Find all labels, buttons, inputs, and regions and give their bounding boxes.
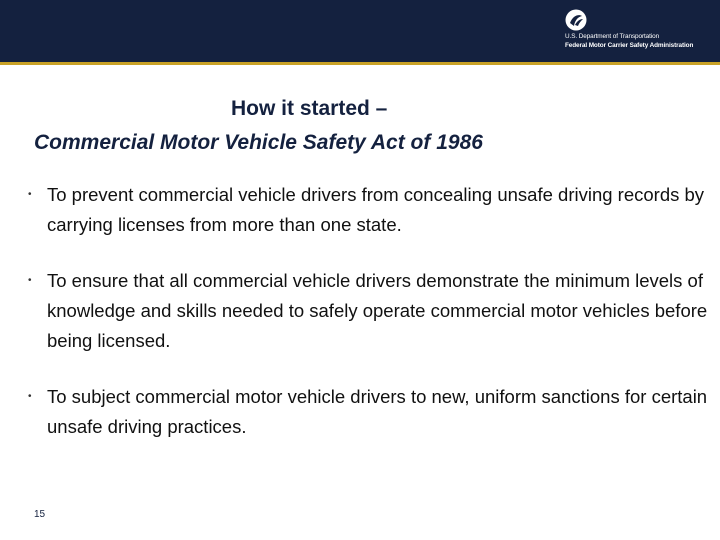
bullet-item (28, 382, 708, 442)
bullet-marker: • (28, 189, 32, 200)
bullet-item (28, 266, 708, 356)
bullet-text: To subject commercial motor vehicle drivers to new, uniform sanctions for certain unsafe driving practices. (47, 386, 708, 437)
bullet-text: To prevent commercial vehicle drivers from concealing unsafe driving records by carrying licenses from more than one state. (47, 184, 705, 235)
agency-line-1: U.S. Department of Transportation (565, 33, 660, 40)
slide-title (0, 92, 720, 160)
bullet-item (28, 180, 708, 240)
header-accent-line (0, 62, 720, 65)
slide-title-line-2: Commercial Motor Vehicle Safety Act of 1986 (34, 131, 483, 154)
bullet-list (28, 180, 708, 468)
bullet-marker: • (28, 275, 32, 286)
agency-line-2: Federal Motor Carrier Safety Administration (565, 42, 694, 49)
dot-emblem-icon (565, 9, 587, 31)
page-number: 15 (34, 509, 46, 520)
dot-logo (565, 9, 715, 55)
slide-title-line-1: How it started – (231, 97, 388, 120)
bullet-marker: • (28, 391, 32, 402)
bullet-text: To ensure that all commercial vehicle drivers demonstrate the minimum levels of knowledge and skills needed to safely operate commercial motor vehicles before being licensed. (47, 270, 708, 351)
